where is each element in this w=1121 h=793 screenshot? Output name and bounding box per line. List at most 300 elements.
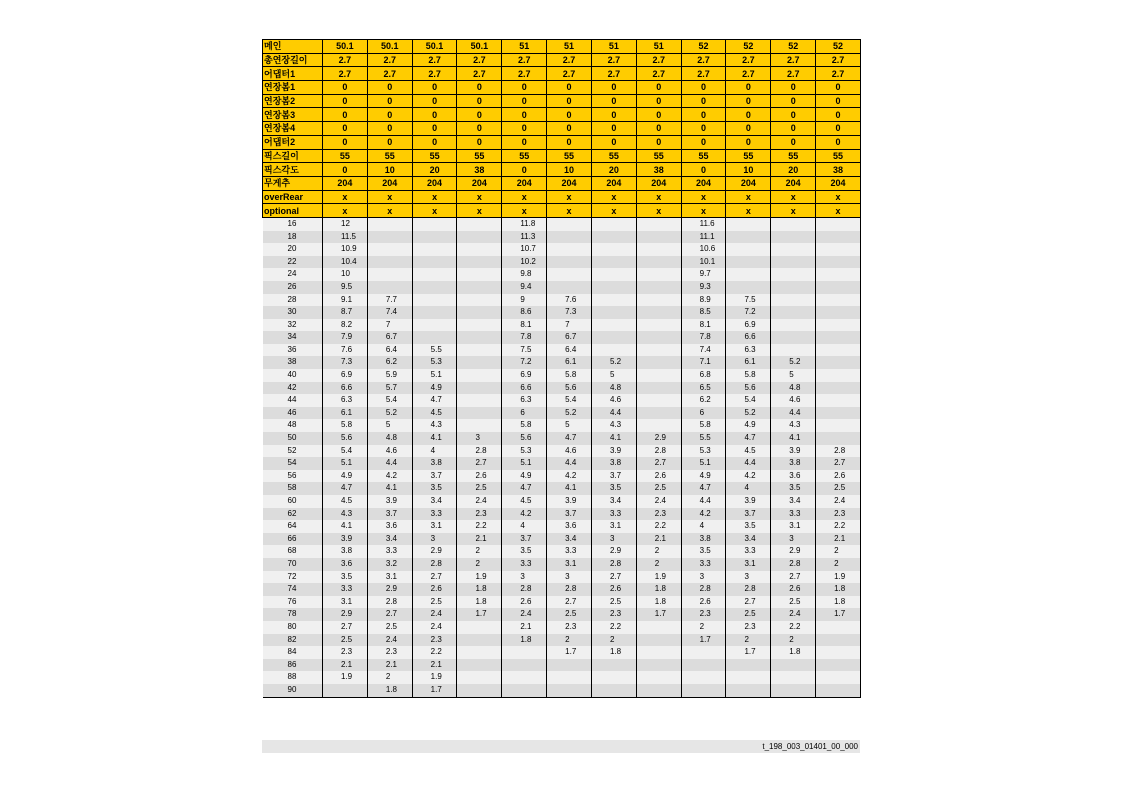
header-cell: 2.7 [412,67,457,81]
capacity-cell: 3.3 [367,545,412,558]
capacity-cell [636,231,681,244]
capacity-cell: 2.9 [323,608,368,621]
capacity-cell: 3.6 [547,520,592,533]
capacity-cell [457,356,502,369]
capacity-cell: 5.1 [412,369,457,382]
capacity-cell [591,231,636,244]
header-cell: 50.1 [412,40,457,54]
capacity-cell: 4.6 [367,445,412,458]
capacity-cell: 2.4 [457,495,502,508]
capacity-cell: 2.7 [367,608,412,621]
header-cell: x [681,204,726,218]
capacity-cell: 2.3 [591,608,636,621]
capacity-cell [771,331,816,344]
header-cell: 0 [502,135,547,149]
capacity-cell: 1.7 [412,684,457,697]
capacity-cell [816,394,861,407]
capacity-cell [591,268,636,281]
header-cell: 10 [367,163,412,177]
header-cell: x [412,190,457,204]
header-cell: 2.7 [502,53,547,67]
header-cell: 0 [771,135,816,149]
capacity-cell [636,621,681,634]
header-cell: 0 [591,94,636,108]
capacity-cell [323,684,368,697]
header-cell: 0 [412,94,457,108]
capacity-cell: 4.7 [412,394,457,407]
capacity-cell: 6 [502,407,547,420]
table-row [263,268,861,281]
capacity-cell: 2.3 [816,508,861,521]
capacity-cell: 5.3 [681,445,726,458]
capacity-cell: 2.8 [547,583,592,596]
capacity-cell [457,419,502,432]
header-cell: x [771,190,816,204]
capacity-cell [771,294,816,307]
capacity-cell: 4.7 [502,482,547,495]
capacity-cell [726,281,771,294]
capacity-cell [816,217,861,230]
capacity-cell: 4.7 [726,432,771,445]
header-cell: 0 [726,135,771,149]
header-cell: 50.1 [367,40,412,54]
header-cell: 52 [726,40,771,54]
table-row [263,419,861,432]
capacity-cell: 2.6 [681,596,726,609]
capacity-cell: 5.2 [547,407,592,420]
capacity-cell: 1.8 [502,634,547,647]
capacity-cell: 4.8 [591,382,636,395]
header-cell: x [591,190,636,204]
capacity-cell [457,684,502,697]
capacity-cell [636,319,681,332]
radius-label: 72 [263,571,323,584]
capacity-cell: 1.9 [457,571,502,584]
capacity-cell [457,382,502,395]
header-cell: x [771,204,816,218]
capacity-cell: 5.3 [502,445,547,458]
capacity-cell: 3.4 [547,533,592,546]
capacity-cell: 4.3 [412,419,457,432]
capacity-cell [636,382,681,395]
radius-label: 88 [263,671,323,684]
header-row [263,40,861,54]
capacity-cell: 5.6 [323,432,368,445]
header-row-label: 연장봄2 [263,94,323,108]
radius-label: 38 [263,356,323,369]
capacity-cell: 6.6 [726,331,771,344]
capacity-cell: 2.3 [323,646,368,659]
radius-label: 78 [263,608,323,621]
capacity-cell: 7.8 [502,331,547,344]
capacity-cell: 6 [681,407,726,420]
capacity-cell: 7.9 [323,331,368,344]
header-cell: 0 [771,122,816,136]
capacity-cell [816,344,861,357]
capacity-cell [457,268,502,281]
capacity-cell: 7.1 [681,356,726,369]
capacity-cell: 2.8 [412,558,457,571]
capacity-cell: 4.3 [771,419,816,432]
capacity-cell: 1.9 [412,671,457,684]
capacity-cell: 4 [412,445,457,458]
capacity-cell [367,268,412,281]
capacity-cell [816,306,861,319]
capacity-cell: 2.6 [457,470,502,483]
header-cell: 2.7 [502,67,547,81]
header-row [263,135,861,149]
capacity-cell: 5.1 [681,457,726,470]
capacity-cell [681,646,726,659]
capacity-cell: 6.2 [681,394,726,407]
capacity-cell: 2.7 [771,571,816,584]
header-cell: x [681,190,726,204]
header-cell: 0 [323,108,368,122]
header-cell: 38 [457,163,502,177]
radius-label: 22 [263,256,323,269]
header-cell: 52 [771,40,816,54]
capacity-cell: 4.3 [323,508,368,521]
radius-label: 52 [263,445,323,458]
table-row [263,457,861,470]
capacity-cell [457,394,502,407]
capacity-cell: 2.2 [636,520,681,533]
table-row [263,331,861,344]
capacity-cell [636,369,681,382]
table-row [263,445,861,458]
capacity-cell: 2.8 [636,445,681,458]
capacity-cell: 3 [412,533,457,546]
capacity-cell: 2 [591,634,636,647]
capacity-cell: 3.4 [367,533,412,546]
capacity-cell [771,243,816,256]
capacity-cell: 3.8 [591,457,636,470]
capacity-cell: 4.6 [771,394,816,407]
capacity-cell: 11.3 [502,231,547,244]
header-cell: 0 [636,81,681,95]
capacity-cell: 4.4 [591,407,636,420]
capacity-cell [636,407,681,420]
radius-label: 34 [263,331,323,344]
capacity-cell [816,268,861,281]
capacity-cell: 5.4 [323,445,368,458]
header-cell: 0 [726,81,771,95]
capacity-cell [591,684,636,697]
capacity-cell: 2.2 [816,520,861,533]
capacity-cell: 7.5 [502,344,547,357]
capacity-cell: 2.1 [412,659,457,672]
capacity-cell [591,256,636,269]
capacity-cell: 1.7 [816,608,861,621]
header-cell: 51 [591,40,636,54]
capacity-cell: 2.9 [412,545,457,558]
capacity-cell: 1.7 [681,634,726,647]
capacity-cell: 1.8 [367,684,412,697]
table-row [263,684,861,697]
header-row-label: 픽스길이 [263,149,323,163]
capacity-cell: 6.2 [367,356,412,369]
radius-label: 76 [263,596,323,609]
capacity-cell: 5.2 [367,407,412,420]
radius-label: 46 [263,407,323,420]
table-row [263,470,861,483]
header-cell: 0 [636,94,681,108]
header-cell: 204 [457,176,502,190]
capacity-cell [816,281,861,294]
capacity-cell: 4 [502,520,547,533]
capacity-cell: 5.4 [367,394,412,407]
capacity-cell [636,394,681,407]
capacity-cell: 4.4 [681,495,726,508]
header-cell: 204 [323,176,368,190]
header-cell: 204 [412,176,457,190]
capacity-cell [636,646,681,659]
table-row [263,432,861,445]
capacity-cell: 2.5 [367,621,412,634]
capacity-cell: 3.3 [502,558,547,571]
capacity-cell [816,646,861,659]
capacity-cell [771,281,816,294]
header-cell: x [367,190,412,204]
header-row [263,53,861,67]
capacity-cell: 2.6 [591,583,636,596]
header-cell: 50.1 [457,40,502,54]
capacity-cell: 5.4 [547,394,592,407]
capacity-cell: 3.4 [591,495,636,508]
table-row [263,671,861,684]
capacity-cell [726,671,771,684]
capacity-cell: 3.5 [726,520,771,533]
capacity-cell: 4.4 [726,457,771,470]
capacity-cell: 4.4 [771,407,816,420]
capacity-cell [816,231,861,244]
header-cell: x [323,204,368,218]
header-cell: 2.7 [771,53,816,67]
capacity-cell: 3.5 [502,545,547,558]
capacity-cell [457,407,502,420]
capacity-cell: 3.1 [726,558,771,571]
header-cell: 52 [816,40,861,54]
table-row [263,571,861,584]
capacity-cell: 3.3 [412,508,457,521]
capacity-cell: 5.5 [681,432,726,445]
capacity-cell: 2.7 [323,621,368,634]
radius-label: 32 [263,319,323,332]
capacity-cell: 3.5 [771,482,816,495]
radius-label: 24 [263,268,323,281]
capacity-cell [636,671,681,684]
capacity-cell: 7 [547,319,592,332]
header-cell: 20 [412,163,457,177]
capacity-cell: 5.3 [412,356,457,369]
header-cell: 2.7 [367,67,412,81]
capacity-cell [726,231,771,244]
capacity-cell: 2.1 [636,533,681,546]
radius-label: 84 [263,646,323,659]
header-row-label: 연장봄4 [263,122,323,136]
capacity-cell: 6.7 [547,331,592,344]
header-row-label: 연장봄3 [263,108,323,122]
header-cell: 20 [591,163,636,177]
capacity-cell: 2 [457,558,502,571]
radius-label: 66 [263,533,323,546]
capacity-cell: 2.4 [816,495,861,508]
header-cell: 0 [457,108,502,122]
capacity-cell: 6.5 [681,382,726,395]
header-cell: 2.7 [323,53,368,67]
header-cell: 0 [367,135,412,149]
capacity-cell: 4.4 [547,457,592,470]
capacity-cell: 5.1 [323,457,368,470]
capacity-cell [502,684,547,697]
capacity-cell [636,268,681,281]
table-row [263,356,861,369]
capacity-cell: 3.3 [323,583,368,596]
capacity-cell [502,671,547,684]
capacity-cell: 3.8 [681,533,726,546]
header-cell: 0 [323,122,368,136]
header-cell: 0 [323,163,368,177]
capacity-cell: 2.5 [457,482,502,495]
capacity-cell: 3.1 [771,520,816,533]
capacity-cell: 7.4 [367,306,412,319]
header-cell: 0 [636,108,681,122]
capacity-cell [591,671,636,684]
capacity-cell [681,671,726,684]
radius-label: 54 [263,457,323,470]
capacity-cell: 4.4 [367,457,412,470]
table-row [263,583,861,596]
capacity-cell [591,243,636,256]
capacity-cell: 5 [547,419,592,432]
capacity-cell: 4.7 [547,432,592,445]
header-row [263,81,861,95]
capacity-cell: 5.6 [547,382,592,395]
capacity-cell: 9.1 [323,294,368,307]
capacity-cell: 3.9 [367,495,412,508]
capacity-cell: 3.8 [771,457,816,470]
table-body [263,40,861,698]
header-cell: x [547,204,592,218]
capacity-cell: 2.6 [771,583,816,596]
header-cell: 0 [547,122,592,136]
header-cell: 55 [367,149,412,163]
header-cell: 0 [367,94,412,108]
header-cell: 55 [457,149,502,163]
capacity-cell: 10.4 [323,256,368,269]
header-cell: x [367,204,412,218]
capacity-cell: 12 [323,217,368,230]
capacity-cell [591,319,636,332]
header-row-label: overRear [263,190,323,204]
header-cell: 204 [591,176,636,190]
capacity-cell: 1.8 [816,596,861,609]
header-cell: 20 [771,163,816,177]
capacity-cell: 3.7 [591,470,636,483]
capacity-cell: 8.6 [502,306,547,319]
header-cell: 0 [502,81,547,95]
capacity-cell: 5.6 [726,382,771,395]
capacity-cell: 4.5 [412,407,457,420]
capacity-cell: 5.9 [367,369,412,382]
capacity-cell: 3.8 [412,457,457,470]
capacity-cell: 4.6 [591,394,636,407]
capacity-cell: 4.9 [726,419,771,432]
header-cell: 0 [367,81,412,95]
capacity-cell: 4.1 [771,432,816,445]
capacity-cell [816,243,861,256]
capacity-cell [457,659,502,672]
header-cell: 2.7 [636,53,681,67]
capacity-cell: 3.3 [591,508,636,521]
capacity-cell [636,634,681,647]
header-cell: 0 [412,81,457,95]
capacity-cell: 10.6 [681,243,726,256]
capacity-cell: 8.9 [681,294,726,307]
capacity-cell: 5.2 [726,407,771,420]
capacity-cell: 2.7 [636,457,681,470]
capacity-cell: 8.1 [681,319,726,332]
radius-label: 44 [263,394,323,407]
capacity-cell: 9 [502,294,547,307]
capacity-cell [547,217,592,230]
header-row [263,163,861,177]
header-cell: 0 [323,135,368,149]
capacity-cell [726,268,771,281]
header-cell: 0 [502,122,547,136]
capacity-cell: 4.9 [412,382,457,395]
capacity-cell: 2.1 [323,659,368,672]
capacity-cell: 10 [323,268,368,281]
capacity-cell: 3.9 [547,495,592,508]
capacity-cell: 3.7 [547,508,592,521]
header-cell: 0 [726,94,771,108]
header-cell: 2.7 [457,53,502,67]
radius-label: 16 [263,217,323,230]
header-cell: 10 [547,163,592,177]
capacity-cell [457,306,502,319]
header-cell: 2.7 [457,67,502,81]
capacity-cell [636,419,681,432]
capacity-cell: 7.5 [726,294,771,307]
header-cell: 0 [636,135,681,149]
radius-label: 74 [263,583,323,596]
capacity-cell [457,294,502,307]
radius-label: 62 [263,508,323,521]
header-cell: 204 [636,176,681,190]
capacity-cell [502,646,547,659]
table-row [263,596,861,609]
header-cell: 0 [547,81,592,95]
capacity-cell: 7.3 [547,306,592,319]
capacity-cell: 5.8 [502,419,547,432]
capacity-cell: 2.5 [816,482,861,495]
header-cell: 204 [367,176,412,190]
capacity-cell [816,256,861,269]
capacity-cell: 4.2 [547,470,592,483]
header-cell: 2.7 [816,53,861,67]
capacity-cell: 10.1 [681,256,726,269]
capacity-cell: 3.5 [323,571,368,584]
header-cell: 0 [547,108,592,122]
capacity-cell: 8.1 [502,319,547,332]
header-cell: 0 [412,122,457,136]
radius-label: 42 [263,382,323,395]
table-row [263,394,861,407]
capacity-cell [367,217,412,230]
capacity-cell [547,256,592,269]
capacity-cell: 2.8 [771,558,816,571]
